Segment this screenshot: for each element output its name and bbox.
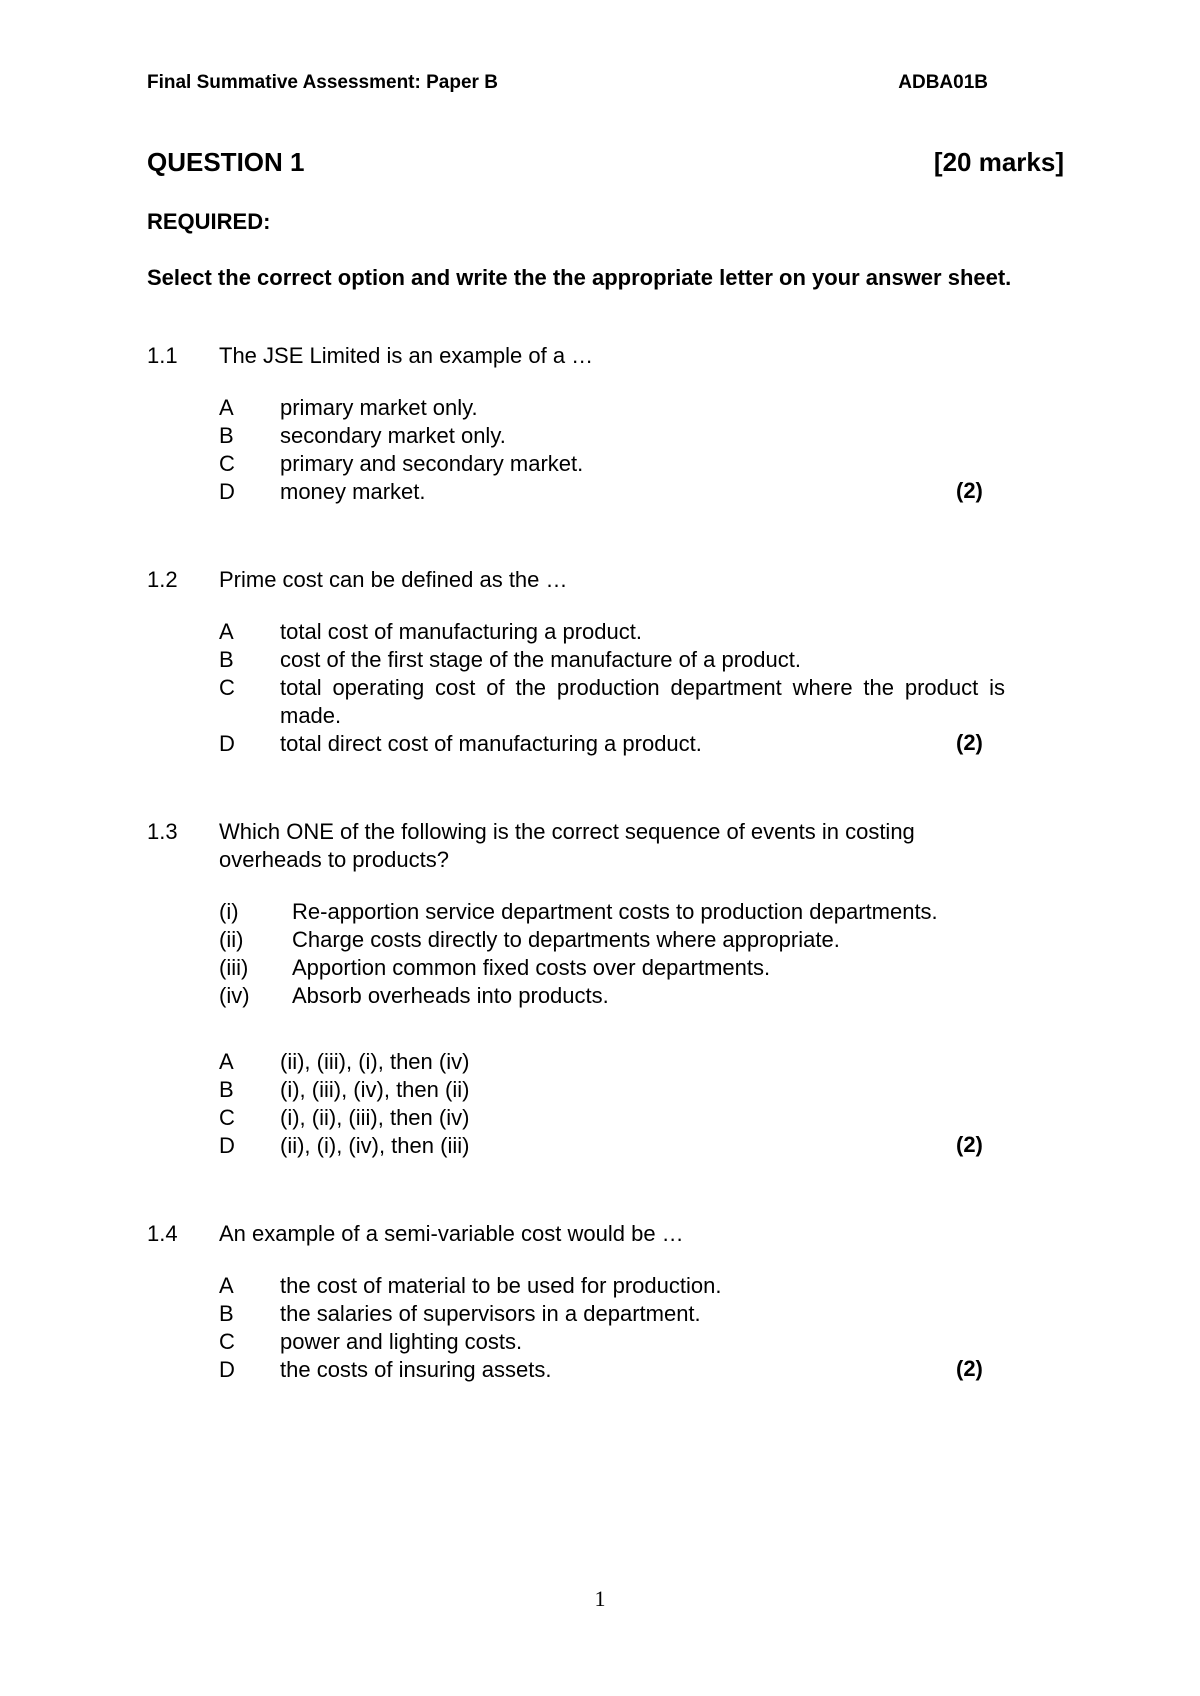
question-title: QUESTION 1 [147,147,305,177]
option-letter: D [219,1133,235,1158]
item-marks: (2) [956,1356,983,1381]
header-code: ADBA01B [898,72,988,93]
option-text: (ii), (i), (iv), then (iii) [280,1133,470,1158]
statement-numeral: (i) [219,899,239,924]
question-number: 1.3 [147,819,178,844]
item-marks: (2) [956,478,983,503]
option-letter: D [219,479,235,504]
item-marks: (2) [956,730,983,755]
option-text: primary and secondary market. [280,451,584,476]
option-text: total operating cost of the production department where the product is made. [280,675,1005,728]
question-stem: Which ONE of the following is the correct sequence of events in costing overheads to products? [219,819,915,872]
option-letter: C [219,1105,235,1130]
question-stem: Prime cost can be defined as the … [219,567,568,592]
option-letter: D [219,1357,235,1382]
question-stem: An example of a semi-variable cost would be … [219,1221,684,1246]
option-text: (i), (iii), (iv), then (ii) [280,1077,470,1102]
question-heading [147,147,1064,178]
page-number: 1 [594,1586,606,1611]
option-letter: B [219,423,234,448]
item-marks: (2) [956,1132,983,1157]
question-number: 1.4 [147,1221,178,1246]
statement-text: Charge costs directly to departments where appropriate. [292,927,840,952]
option-letter: B [219,1077,234,1102]
option-text: the costs of insuring assets. [280,1357,552,1382]
question-marks: [20 marks] [933,147,1064,177]
question-stem: The JSE Limited is an example of a … [219,343,594,368]
option-text: the cost of material to be used for production. [280,1273,722,1298]
question-number: 1.1 [147,343,178,368]
statement-numeral: (ii) [219,927,244,952]
option-text: cost of the first stage of the manufacture of a product. [280,647,801,672]
statement-text: Absorb overheads into products. [292,983,609,1008]
header-title: Final Summative Assessment: Paper B [147,72,498,93]
option-letter: B [219,1301,234,1326]
option-text: the salaries of supervisors in a department. [280,1301,701,1326]
option-letter: A [219,619,234,644]
required-label: REQUIRED: [147,209,271,234]
statement-numeral: (iv) [219,983,250,1008]
option-text: power and lighting costs. [280,1329,523,1354]
option-text: primary market only. [280,395,478,420]
option-letter: D [219,731,235,756]
statement-text: Re-apportion service department costs to production departments. [292,899,938,924]
option-letter: C [219,451,235,476]
option-letter: C [219,1329,235,1354]
option-letter: A [219,1273,234,1298]
option-letter: A [219,1049,234,1074]
statement-text: Apportion common fixed costs over departments. [292,955,771,980]
option-letter: B [219,647,234,672]
option-text: (ii), (iii), (i), then (iv) [280,1049,470,1074]
page-header [147,72,988,96]
option-text: (i), (ii), (iii), then (iv) [280,1105,470,1130]
option-letter: C [219,675,235,700]
statement-numeral: (iii) [219,955,249,980]
option-text: money market. [280,479,426,504]
question-number: 1.2 [147,567,178,592]
option-letter: A [219,395,234,420]
option-text: secondary market only. [280,423,506,448]
instruction-text: Select the correct option and write the the appropriate letter on your answer sheet. [147,265,1012,290]
option-text: total cost of manufacturing a product. [280,619,642,644]
option-text: total direct cost of manufacturing a product. [280,731,702,756]
